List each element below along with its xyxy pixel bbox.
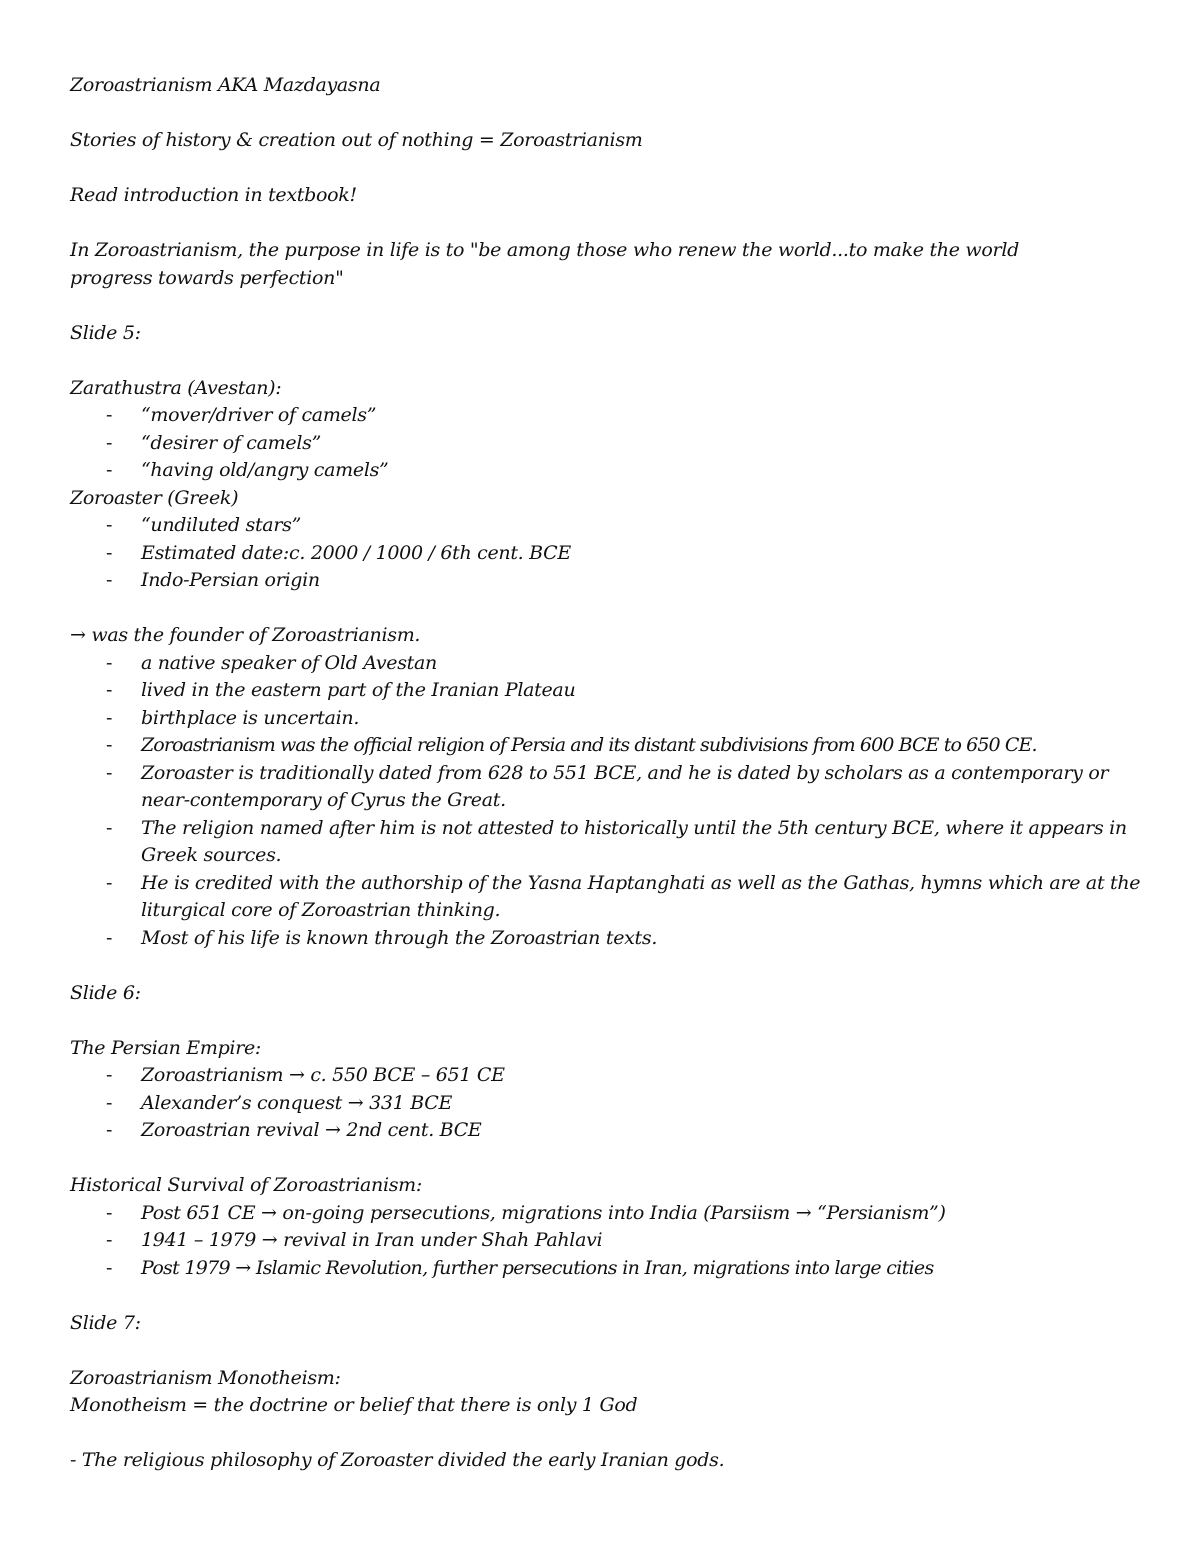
empire-label: The Persian Empire: (70, 1036, 262, 1059)
empire-list (70, 1062, 1160, 1145)
zoroaster-list (70, 512, 1160, 595)
monotheism-label: Zoroastrianism Monotheism: (70, 1366, 341, 1389)
spacer (70, 1007, 1160, 1035)
zarathustra-label: Zarathustra (Avestan): (70, 376, 282, 399)
list-item: - Zoroastrianism was the official religion of Persia and its distant subdivisions from 600 BCE to 650 CE. (70, 732, 1160, 760)
list-item: - Alexander’s conquest → 331 BCE (70, 1090, 1160, 1118)
zoroaster-label: Zoroaster (Greek) (70, 486, 239, 509)
list-item: - lived in the eastern part of the Iranian Plateau (70, 677, 1160, 705)
slide5-heading: Slide 5: (70, 321, 141, 344)
document-title: Zoroastrianism AKA Mazdayasna (70, 74, 381, 96)
list-item: - Indo-Persian origin (70, 567, 1160, 595)
spacer (70, 952, 1160, 980)
list-item: - He is credited with the authorship of the Yasna Haptanghati as well as the Gathas, hymns which are at the liturgical core of Zoroastrian thinking. (70, 870, 1160, 925)
spacer (70, 1420, 1160, 1448)
spacer (70, 1145, 1160, 1173)
spacer (70, 210, 1160, 238)
slide6-heading: Slide 6: (70, 981, 141, 1004)
list-item: - Post 651 CE → on-going persecutions, migrations into India (Parsiism → “Persianism”) (70, 1200, 1160, 1228)
philosophy-line: - The religious philosophy of Zoroaster divided the early Iranian gods. (70, 1449, 725, 1471)
spacer (70, 347, 1160, 375)
spacer (70, 292, 1160, 320)
stories-line: Stories of history & creation out of nothing = Zoroastrianism (70, 129, 643, 151)
list-item: - Zoroaster is traditionally dated from 628 to 551 BCE, and he is dated by scholars as a contemporary or near-contemporary of Cyrus the Great. (70, 760, 1160, 815)
list-item: - a native speaker of Old Avestan (70, 650, 1160, 678)
purpose-paragraph: In Zoroastrianism, the purpose in life is to "be among those who renew the world...to make the world progress towards perfection" (70, 239, 1019, 289)
survival-label: Historical Survival of Zoroastrianism: (70, 1174, 422, 1196)
list-item: - Zoroastrianism → c. 550 BCE – 651 CE (70, 1062, 1160, 1090)
list-item: - Estimated date:c. 2000 / 1000 / 6th cent. BCE (70, 540, 1160, 568)
monotheism-definition: Monotheism = the doctrine or belief that there is only 1 God (70, 1394, 638, 1416)
founder-line: → was the founder of Zoroastrianism. (70, 624, 421, 646)
spacer (70, 155, 1160, 183)
document-page (70, 72, 1160, 1475)
list-item: - Most of his life is known through the Zoroastrian texts. (70, 925, 1160, 953)
list-item: - 1941 – 1979 → revival in Iran under Shah Pahlavi (70, 1227, 1160, 1255)
spacer (70, 595, 1160, 623)
list-item: - “mover/driver of camels” (70, 402, 1160, 430)
list-item: - The religion named after him is not attested to historically until the 5th century BCE, where it appears in Greek sources. (70, 815, 1160, 870)
slide7-heading: Slide 7: (70, 1311, 141, 1334)
zarathustra-list (70, 402, 1160, 485)
survival-list (70, 1200, 1160, 1283)
list-item: - Post 1979 → Islamic Revolution, further persecutions in Iran, migrations into large cities (70, 1255, 1160, 1283)
list-item: - birthplace is uncertain. (70, 705, 1160, 733)
founder-list (70, 650, 1160, 953)
read-line: Read introduction in textbook! (70, 184, 357, 206)
list-item: - “undiluted stars” (70, 512, 1160, 540)
spacer (70, 100, 1160, 128)
list-item: - “having old/angry camels” (70, 457, 1160, 485)
spacer (70, 1337, 1160, 1365)
list-item: - Zoroastrian revival → 2nd cent. BCE (70, 1117, 1160, 1145)
list-item: - “desirer of camels” (70, 430, 1160, 458)
spacer (70, 1282, 1160, 1310)
